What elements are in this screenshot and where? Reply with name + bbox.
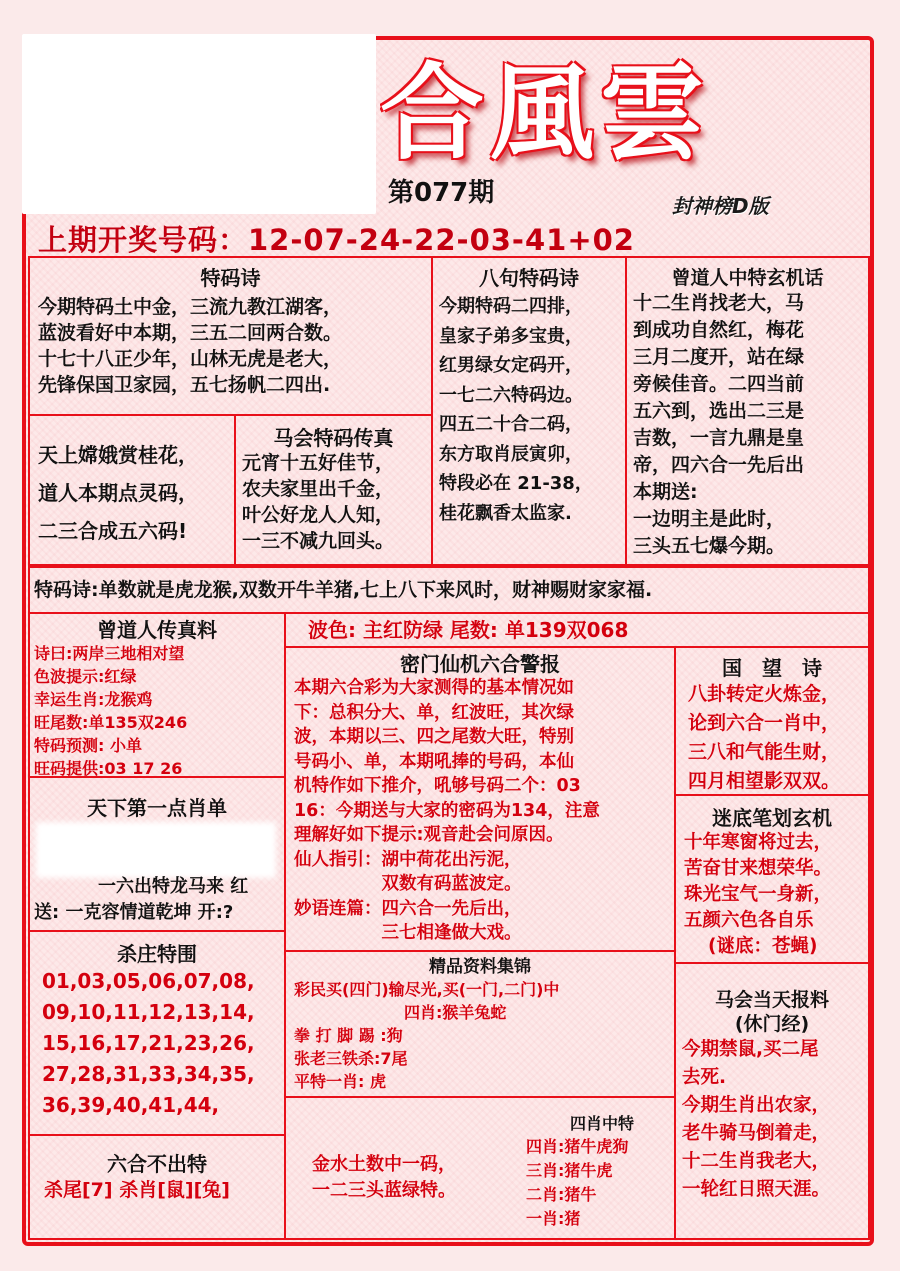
- masthead-title: 合風雲: [380, 51, 711, 174]
- four-zodiac-title: 四肖中特: [570, 1114, 635, 1133]
- liuhe-no-title: 六合不出特: [107, 1152, 207, 1176]
- tema-poem-box: [28, 256, 433, 416]
- line: 三月二度开，站在绿: [633, 346, 805, 368]
- line: 皇家子弟多宝贵，: [439, 325, 583, 347]
- line: 01,03,05,06,07,08,: [42, 969, 255, 993]
- line: 16：今期送与大家的密码为134，注意: [294, 800, 600, 821]
- banner-box: [28, 566, 870, 614]
- line: 三头五七爆今期。: [633, 535, 786, 557]
- line: 四月相望影双双。: [688, 770, 841, 792]
- guowang-title: 国 望 诗: [722, 656, 822, 680]
- wave-box: [284, 612, 870, 648]
- line: 本期送:: [633, 481, 698, 503]
- line: 农夫家里出千金，: [242, 478, 395, 500]
- line: 特段必在 21-38，: [439, 473, 593, 494]
- issue-number: 第077期: [388, 178, 495, 208]
- line: 一七二六特码边。: [439, 384, 583, 406]
- mahui-today-box: [674, 962, 870, 1240]
- line: 机特作如下推介，吼够号码二个：03: [294, 776, 581, 796]
- line: (谜底：苍蝇): [708, 936, 818, 957]
- eight-lines-box: [431, 256, 627, 566]
- line: 三七相逢做大戏。: [294, 923, 522, 943]
- line: 平特一肖: 虎: [294, 1072, 386, 1091]
- line: 拳 打 脚 踢 :狗: [294, 1026, 403, 1045]
- mahui-today-subtitle: (休门经): [734, 1013, 810, 1035]
- line: 老牛骑马倒着走，: [682, 1123, 831, 1144]
- mahui-fax-box: [234, 414, 433, 566]
- jingpin-title: 精品资料集锦: [429, 957, 531, 977]
- line: 先锋保国卫家园，五七扬帆二四出.: [38, 374, 331, 396]
- zeng-daoren-title: 曾道人中特玄机话: [671, 267, 824, 289]
- line: 东方取肖辰寅卯，: [439, 443, 583, 465]
- line: 张老三铁杀:7尾: [294, 1049, 408, 1068]
- line: 妙语连篇：四六合一先后出，: [294, 898, 522, 919]
- masked-area: [22, 34, 376, 214]
- jingpin-box: [284, 950, 676, 1098]
- liuhe-no-line: 杀尾[7] 杀肖[鼠][兔]: [44, 1179, 230, 1201]
- line: 旁候佳音。二四当前: [633, 373, 805, 395]
- line: 一边明主是此时，: [633, 508, 786, 530]
- line: 诗曰:两岸三地相对望: [34, 644, 185, 663]
- line: 旺码提供:03 17 26: [34, 759, 183, 778]
- line: 一轮红日照天涯。: [682, 1179, 831, 1200]
- line: 元宵十五好佳节，: [242, 452, 395, 474]
- last-draw-numbers: 上期开奖号码：12-07-24-22-03-41+02: [38, 223, 635, 257]
- metal-box: [284, 1096, 676, 1240]
- line: 三八和气能生财，: [688, 741, 841, 763]
- line: 今期禁鼠,买二尾: [682, 1039, 819, 1060]
- line: 十二生肖找老大，马: [633, 292, 805, 314]
- line: 今期特码二四排，: [439, 296, 583, 317]
- line: 蓝波看好中本期，三五二回两合数。: [38, 322, 343, 344]
- mahui-fax-title: 马会特码传真: [273, 426, 394, 450]
- eight-lines-title: 八句特码诗: [479, 266, 579, 290]
- line: 09,10,11,12,13,14,: [42, 1000, 255, 1024]
- line: 二肖:猪牛: [526, 1185, 597, 1204]
- line: 八卦转定火炼金，: [688, 683, 841, 705]
- line: 下：总积分大、单，红波旺，其次绿: [294, 702, 574, 723]
- edition-label: 封神榜D版: [672, 194, 769, 218]
- line: 一六出特龙马来 红: [98, 876, 249, 897]
- kill-range-box: [28, 930, 286, 1136]
- line: 色波提示:红绿: [34, 667, 137, 686]
- riddle-box: [674, 794, 870, 964]
- tema-poem-text: [30, 290, 431, 402]
- line: 今期生肖出农家，: [682, 1095, 831, 1116]
- line: 四肖:猪牛虎狗: [526, 1137, 629, 1156]
- banner-text: 特码诗:单数就是虎龙猴,双数开牛羊猪,七上八下来风时，财神赐财家家福.: [34, 579, 653, 601]
- line: 十七十八正少年，山林无虎是老大，: [38, 348, 343, 370]
- line: 红男绿女定码开，: [439, 355, 583, 376]
- first-zodiac-title: 天下第一点肖单: [87, 796, 227, 820]
- line: 旺尾数:单135双246: [34, 713, 188, 732]
- line: 吉数，一言九鼎是皇: [633, 427, 805, 449]
- line: 苦奋甘来想荣华。: [684, 858, 833, 879]
- line: 十二生肖我老大，: [682, 1151, 831, 1172]
- first-zodiac-box: [28, 776, 286, 932]
- riddle-title: 迷底笔划玄机: [712, 806, 832, 830]
- line: 一二三头蓝绿特。: [312, 1180, 456, 1201]
- line: 叶公好龙人人知，: [242, 504, 395, 526]
- mahui-today-title: 马会当天报料: [714, 989, 829, 1011]
- line: 今期特码土中金，三流九教江湖客，: [38, 296, 343, 318]
- line: 幸运生肖:龙猴鸡: [34, 690, 153, 709]
- line: 一三不减九回头。: [242, 530, 395, 552]
- line: 五六到，选出二三是: [633, 400, 805, 422]
- kill-range-title: 杀庄特围: [117, 942, 197, 966]
- line: 帝，四六合一先后出: [633, 454, 805, 476]
- guowang-box: [674, 646, 870, 796]
- line: 理解好如下提示:观音赴会问原因。: [294, 825, 564, 845]
- secret-box: [284, 646, 676, 952]
- line: 金水土数中一码，: [312, 1154, 456, 1175]
- line: 仙人指引：湖中荷花出污泥，: [294, 849, 522, 870]
- line: 号码小、单，本期吼捧的号码，本仙: [294, 751, 574, 772]
- line: 特码预测: 小单: [34, 736, 142, 755]
- liuhe-no-box: [28, 1134, 286, 1240]
- line: 波，本期以三、四之尾数大旺，特别: [294, 727, 574, 747]
- line: 三肖:猪牛虎: [526, 1161, 613, 1180]
- zeng-daoren-box: [625, 256, 870, 566]
- line: 天上嫦娥赏桂花，: [38, 443, 198, 467]
- zeng-material-title: 曾道人传真料: [97, 618, 217, 642]
- line: 四五二十合二码，: [439, 414, 583, 435]
- chang-e-box: [28, 414, 236, 566]
- line: 彩民买(四门)输尽光,买(一门,二门)中: [294, 980, 560, 999]
- line: 15,16,17,21,23,26,: [42, 1031, 255, 1055]
- line: 道人本期点灵码，: [38, 481, 198, 505]
- line: 到成功自然红，梅花: [633, 319, 805, 341]
- blurred-area: [36, 822, 276, 878]
- line: 27,28,31,33,34,35,: [42, 1062, 255, 1086]
- line: 桂花飘香太监家.: [439, 502, 572, 524]
- line: 送: 一克容情道乾坤 开:?: [34, 902, 234, 923]
- tema-poem-title: 特码诗: [200, 266, 261, 290]
- secret-title: 密门仙机六合警报: [400, 652, 560, 676]
- line: 36,39,40,41,44,: [42, 1093, 220, 1117]
- line: 论到六合一肖中，: [688, 712, 841, 734]
- line: 本期六合彩为大家测得的基本情况如: [294, 678, 574, 698]
- line: 一肖:猪: [526, 1209, 581, 1228]
- line: 十年寒窗将过去，: [684, 832, 833, 853]
- line: 双数有码蓝波定。: [294, 874, 522, 894]
- zeng-material-box: [28, 612, 286, 778]
- wave-text: 波色: 主红防绿 尾数: 单139双068: [308, 618, 629, 642]
- line: 珠光宝气一身新，: [684, 884, 833, 905]
- line: 五颜六色各自乐: [684, 910, 814, 931]
- line: 二三合成五六码!: [38, 519, 188, 543]
- line: 去死.: [682, 1067, 727, 1088]
- line: 四肖:猴羊兔蛇: [404, 1003, 507, 1022]
